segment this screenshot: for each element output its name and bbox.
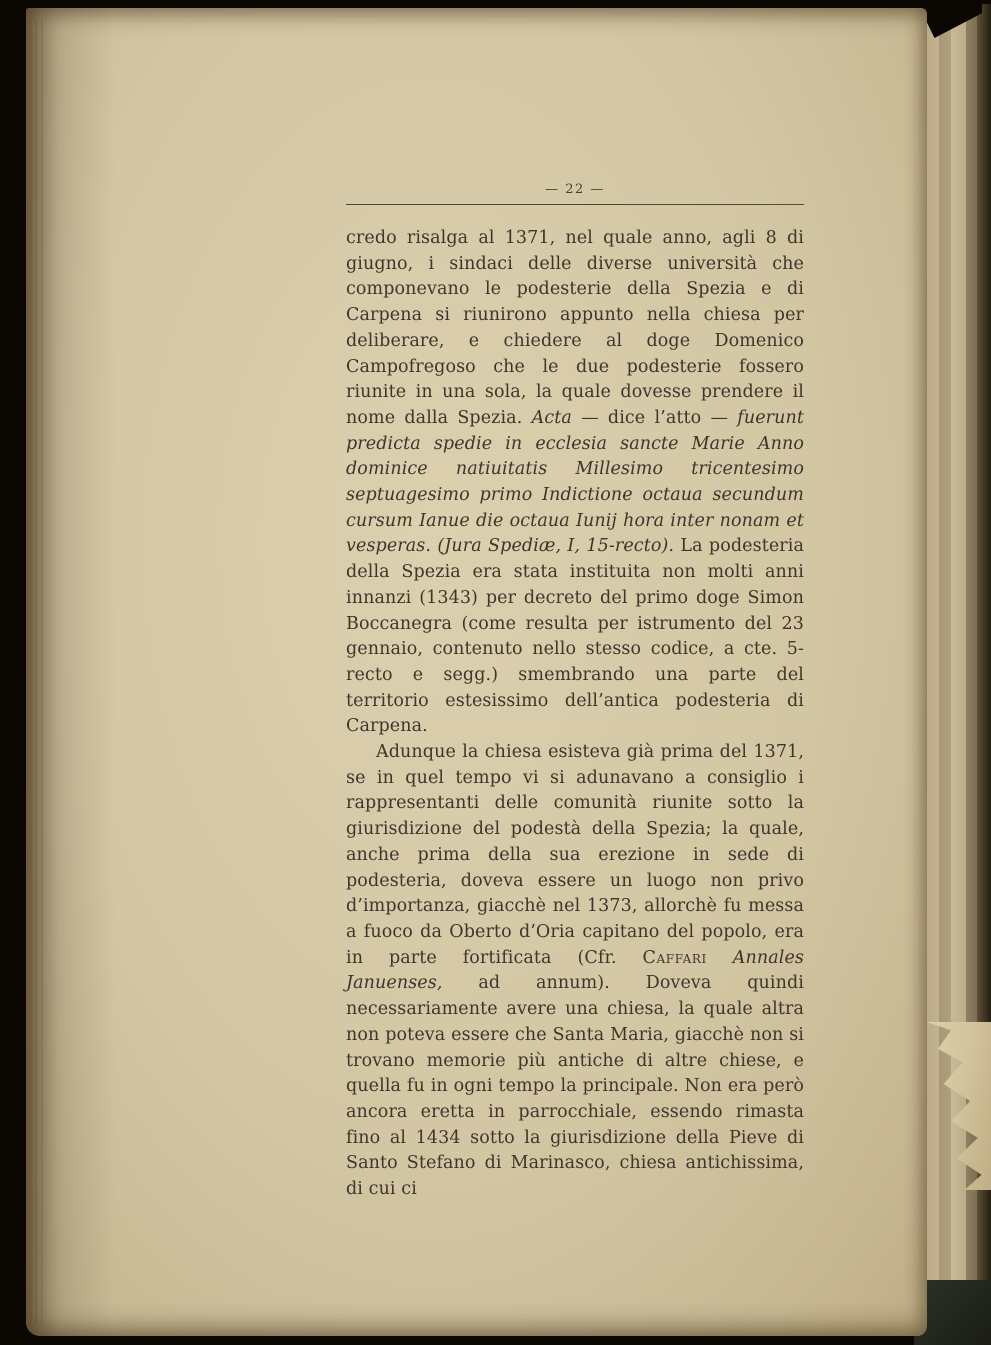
text-run: fuerunt predicta spedie in ecclesia sancte Marie Anno dominice natiuitatis Millesimo tricentesimo septuagesimo primo Indictione octaua secundum cursum Ianue die octaua Iunij hora inter nonam et vesperas. (Jura Spediæ, I, 15-recto). — [346, 407, 805, 557]
body-text — [346, 226, 804, 1203]
text-run: Caffari — [642, 947, 707, 968]
binding-gutter-shadow — [26, 8, 116, 1336]
text-run — [707, 948, 733, 968]
text-run: Annales Januenses, — [346, 947, 804, 994]
text-run: — dice l’atto — — [571, 407, 738, 428]
header-rule — [346, 204, 804, 205]
page-stack-edge — [939, 4, 951, 1340]
text-block — [346, 182, 804, 1203]
paragraph — [346, 226, 804, 740]
binding-sheet-edges — [30, 18, 46, 1324]
page-number: — 22 — — [545, 182, 605, 197]
text-run: ad annum). Doveva quindi necessariamente avere una chiesa, la quale altra non poteva essere che Santa Maria, giacchè non si trovano memorie più antiche di altre chiese, e quella fu in ogni tempo la principale. Non era però ancora eretta in parrocchiale, essendo rimasta fino al 1434 sotto la giurisdizione della Pieve di Santo Stefano di Marinasco, chiesa antichissima, di cui ci — [346, 973, 804, 1200]
text-run: La podesteria della Spezia era stata instituita non molti anni innanzi (1343) per decreto del primo doge Simon Boccanegra (come resulta per istrumento del 23 gennaio, contenuto nello stesso codice, a cte. 5-recto e segg.) smembrando una parte del territorio estesissimo dell’antica podesteria di Carpena. — [346, 536, 804, 737]
text-run: credo risalga al 1371, nel quale anno, agli 8 di giugno, i sindaci delle diverse università che componevano le podesterie della Spezia e di Carpena si riunirono appunto nella chiesa per deliberare, e chiedere al doge Domenico Campofregoso che le due podesterie fossero riunite in una sola, la quale dovesse prendere il nome dalla Spezia. — [346, 228, 804, 428]
page-stack-edge — [966, 4, 977, 1340]
page-stack-edge — [951, 4, 966, 1340]
text-run: Adunque la chiesa esisteva già prima del 1371, se in quel tempo vi si adunavano a consiglio i rappresentanti delle comunità riunite sotto la giurisdizione del podestà della Spezia; la quale, anche prima della sua erezione in sede di podesteria, doveva essere un luogo non privo d’importanza, giacchè nel 1373, allorchè fu messa a fuoco da Oberto d’Oria capitano del popolo, era in parte fortificata (Cfr. — [346, 742, 804, 968]
book-page — [26, 8, 927, 1336]
paragraph — [346, 740, 804, 1203]
text-run: Acta — [531, 407, 572, 428]
